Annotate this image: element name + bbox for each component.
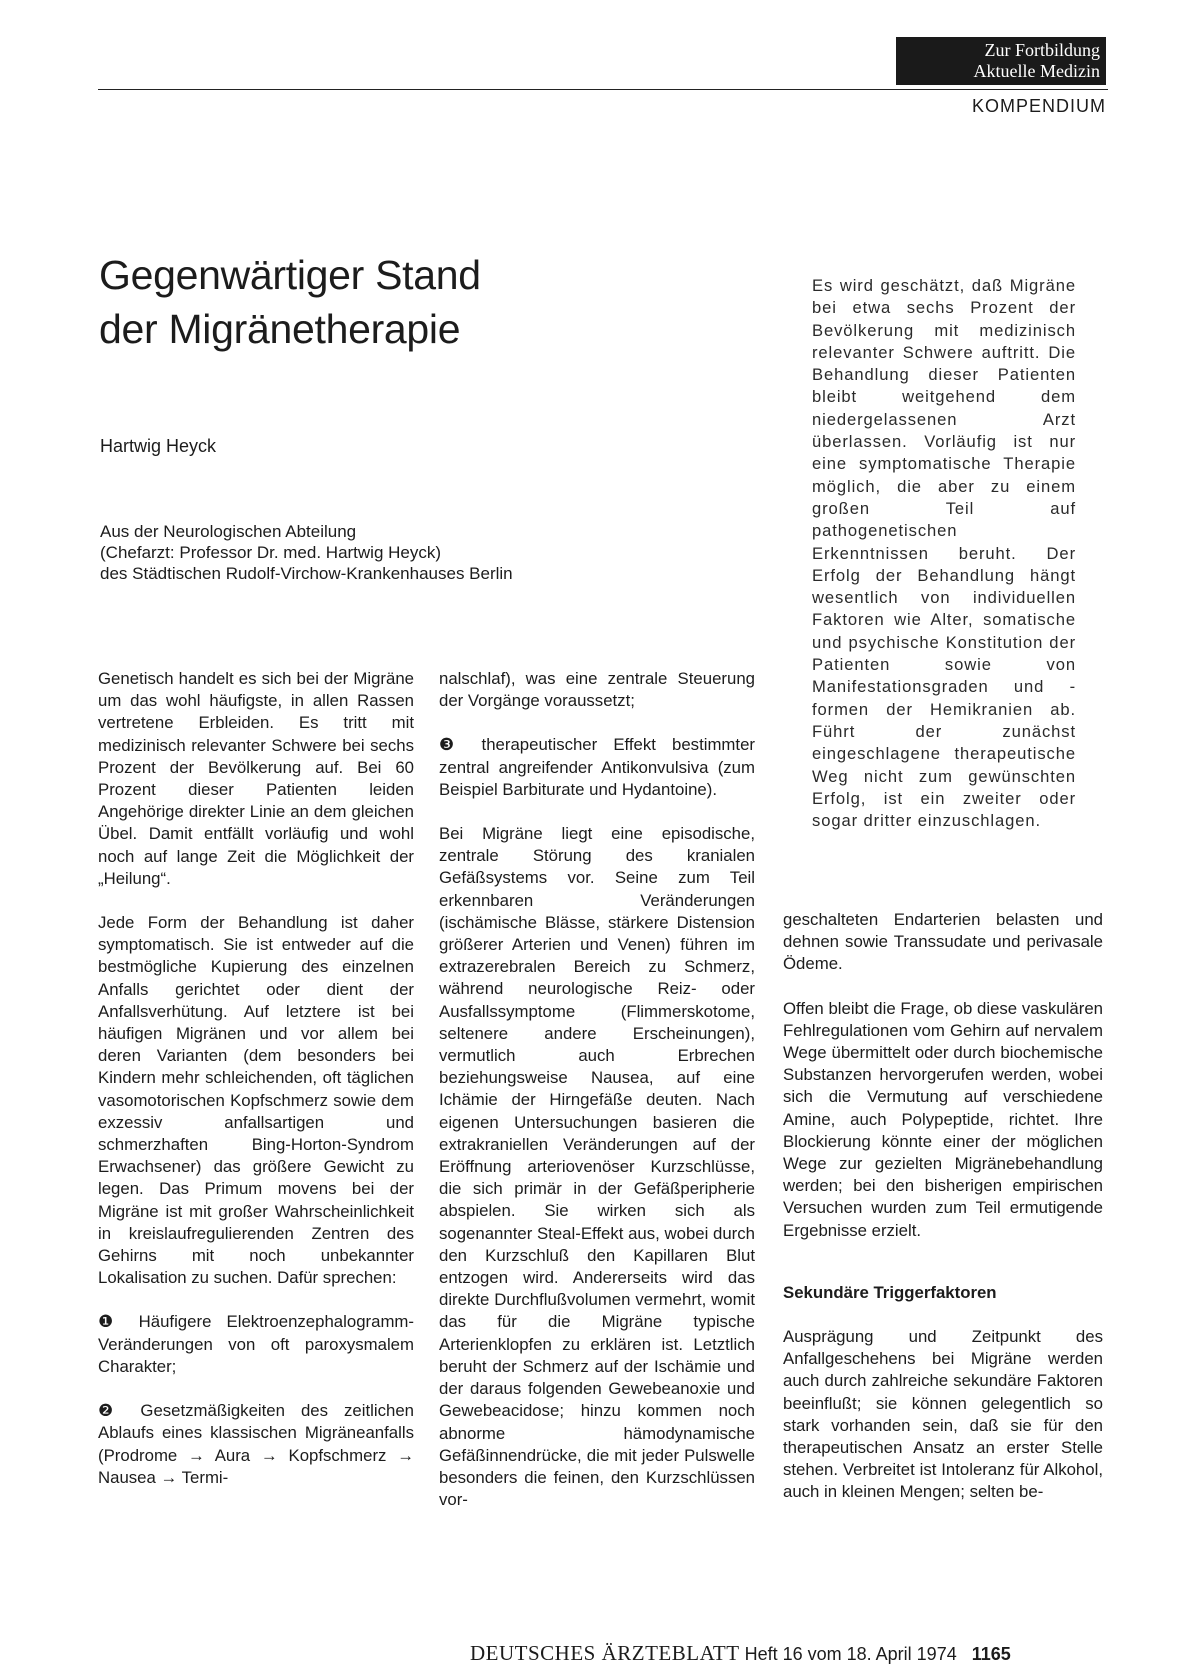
journal-name: DEUTSCHES ÄRZTEBLATT <box>470 1641 740 1665</box>
page-number: 1165 <box>971 1644 1011 1664</box>
column-3 <box>783 909 1103 1504</box>
article-title <box>99 248 719 356</box>
paragraph: Offen bleibt die Frage, ob diese vaskulären Fehlregulationen vom Gehirn auf nervalem Wege übermittelt oder durch biochemische Substanzen hervorgerufen werden, wobei sich die Vermutung auf verschiedene Amine, auch Polypeptide, richtet. Ihre Blockierung könnte einer der möglichen Wege zur gezielten Migränebehandlung werden; bei den bisherigen empirischen Versuchen wurden zum Teil ermutigende Ergebnisse erzielt. <box>783 998 1103 1240</box>
list-item: ❶ Häufigere Elektroenzephalogramm-Veränderungen von oft paroxysmalem Charakter; <box>98 1312 414 1376</box>
list-item: ❷ Gesetzmäßigkeiten des zeitlichen Ablaufs eines klassischen Migräneanfalls (Prodrome → Aura → Kopfschmerz → Nausea → Termi- <box>98 1401 414 1487</box>
summary-box <box>812 275 1076 832</box>
author-name: Hartwig Heyck <box>100 436 217 456</box>
badge-line-1: Zur Fortbildung <box>984 40 1100 60</box>
paragraph: nalschlaf), was eine zentrale Steuerung der Vorgänge voraussetzt; <box>439 669 755 711</box>
paragraph: Genetisch handelt es sich bei der Migräne um das wohl häufigste, in allen Rassen vertretene Erbleiden. Es tritt mit medizinisch relevanter Schwere bei sechs Prozent der Bevölkerung auf. Bei 60 Prozent dieser Patienten leiden Angehörige direkter Linie an dem gleichen Übel. Damit entfällt vorläufig und wohl noch auf lange Zeit die Möglichkeit der „Heilung“. <box>98 669 414 888</box>
affiliation <box>100 521 660 584</box>
section-label: KOMPENDIUM <box>971 96 1106 116</box>
paragraph: Ausprägung und Zeitpunkt des Anfallgeschehens bei Migräne werden auch durch zahlreiche sekundäre Faktoren beeinflußt; sie können gelegentlich so stark vorhanden sein, daß sie für den therapeutischen Ansatz an erster Stelle stehen. Verbreitet ist Intoleranz für Alkohol, auch in kleinen Mengen; selten be- <box>783 1327 1103 1502</box>
title-line-2: der Migränetherapie <box>99 306 461 352</box>
title-line-1: Gegenwärtiger Stand <box>99 252 481 298</box>
issue-info: Heft 16 vom 18. April 1974 <box>744 1644 957 1664</box>
paragraph: geschalteten Endarterien belasten und dehnen sowie Transsudate und perivasale Ödeme. <box>783 910 1103 974</box>
paragraph: Bei Migräne liegt eine episodische, zentrale Störung des kranialen Gefäßsystems vor. Seine zum Teil erkennbaren Veränderungen (ischämische Blässe, stärkere Distension größerer Arterien und Venen) führen im extrazerebralen Bereich zu Schmerz, während neurologische Reiz- oder Ausfallssymptome (Flimmerskotome, seltenere andere Erscheinungen), vermutlich auch Erbrechen beziehungsweise Nausea, auf eine Ichämie der Hirngefäße deuten. Nach eigenen Untersuchungen basieren die extrakraniellen Veränderungen auf der Eröffnung arteriovenöser Kurzschlüsse, die sich primär in der Gefäßperipherie abspielen. Sie wirken sich als sogenannter Steal-Effekt aus, wobei durch den Kurzschluß den Kapillaren Blut entzogen wird. Andererseits wird das direkte Durchflußvolumen vermehrt, womit das für die Migräne typische Arterienklopfen zu erklären ist. Letztlich beruht der Schmerz auf der Ischämie und der daraus folgenden Gewebeanoxie und Gewebeacidose; hinzu kommen noch abnorme hämodynamische Gefäßinnendrücke, die mit jeder Pulswelle besonders die feinen, den Kurzschlüssen vor- <box>439 824 755 1510</box>
section-heading: Sekundäre Triggerfaktoren <box>783 1282 997 1302</box>
badge-line-2: Aktuelle Medizin <box>973 61 1100 81</box>
affiliation-line-2: (Chefarzt: Professor Dr. med. Hartwig Heyck) <box>100 543 442 562</box>
summary-text: Es wird geschätzt, daß Migräne bei etwa sechs Prozent der Bevölkerung mit medizinisch relevanter Schwere auftritt. Die Behandlung dieser Patienten bleibt weitgehend dem niedergelassenen Arzt überlassen. Vorläufig ist nur eine symptomatische Therapie möglich, die aber zu einem großen Teil auf pathogenetischen Erkenntnissen beruht. Der Erfolg der Behandlung hängt wesentlich von individuellen Faktoren wie Alter, somatische und psychische Konstitution der Patienten sowie von Manifestationsgraden und -formen der Hemikranien ab. Führt der zunächst eingeschlagene therapeutische Weg nicht zum gewünschten Erfolg, ist ein zweiter oder sogar dritter einzuschlagen. <box>812 276 1076 831</box>
paragraph: Jede Form der Behandlung ist daher symptomatisch. Sie ist entweder auf die bestmögliche Kupierung des einzelnen Anfalls gerichtet oder dient der Anfallsverhütung. Auf letztere ist bei häufigen Migränen und vor allem bei deren Varianten (dem besonders bei Kindern mehr schleichenden, oft täglichen vasomotorischen Kopfschmerz sowie dem exzessiv anfallsartigen und schmerzhaften Bing-Horton-Syndrom Erwachsener) das größere Gewicht zu legen. Das Primum movens bei der Migräne ist mit großer Wahrscheinlichkeit in kreislaufregulierenden Zentren des Gehirns mit noch unbekannter Lokalisation zu suchen. Dafür sprechen: <box>98 913 414 1288</box>
page-footer <box>470 1641 1110 1666</box>
column-2 <box>439 668 755 1511</box>
affiliation-line-3: des Städtischen Rudolf-Virchow-Krankenhauses Berlin <box>100 564 513 583</box>
list-item: ❸ therapeutischer Effekt bestimmter zentral angreifender Antikonvulsiva (zum Beispiel Barbiturate und Hydantoine). <box>439 735 755 799</box>
section-badge <box>896 37 1106 85</box>
affiliation-line-1: Aus der Neurologischen Abteilung <box>100 522 357 541</box>
column-1 <box>98 668 414 1489</box>
header-rule <box>98 89 1108 90</box>
